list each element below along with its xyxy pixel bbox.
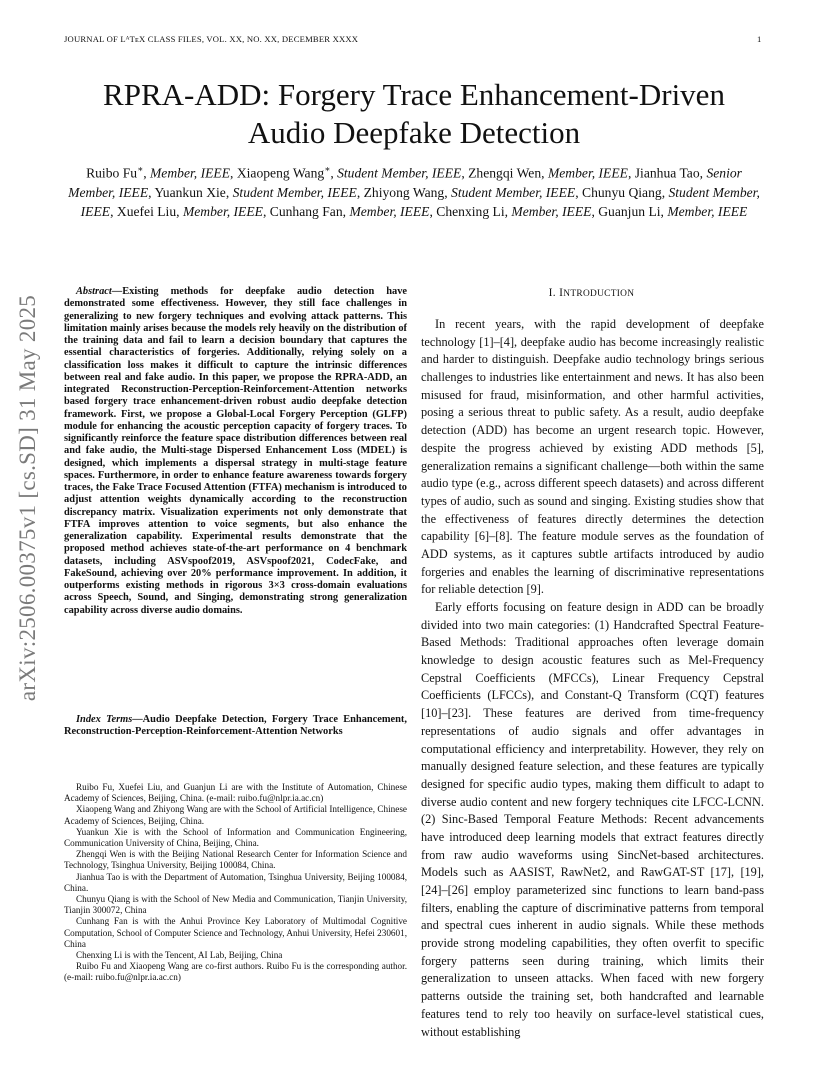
introduction-body	[421, 316, 764, 1041]
footnote: Ruibo Fu, Xuefei Liu, and Guanjun Li are with the Institute of Automation, Chinese Academy of Sciences, Beijing, China. (e-mail: ruibo.fu@nlpr.ia.ac.cn)	[64, 782, 407, 804]
index-terms-label: Index Terms	[76, 714, 133, 725]
abstract-label: Abstract	[76, 286, 112, 297]
author-role: Member, IEEE	[149, 165, 231, 181]
author-role: Student Member, IEEE	[451, 184, 576, 200]
arxiv-identifier: arXiv:2506.00375v1 [cs.SD] 31 May 2025	[15, 294, 40, 702]
author-role: Student Member, IEEE	[337, 165, 462, 181]
author-name: Jianhua Tao	[634, 165, 700, 181]
author-role: Member, IEEE	[667, 203, 748, 219]
author-name: Xiaopeng Wang	[236, 165, 325, 181]
paragraph: In recent years, with the rapid development of deepfake technology [1]–[4], deepfake audio has become increasingly realistic and harder to distinguish. Deepfake audio technology brings serious challenges to industries like entertainment and news. It has also been misused for fraud, misinformation, and other harmful activities, posing a serious threat to public safety. As a result, audio deepfake detection (ADD) has become an urgent research topic. However, despite the progress achieved by existing ADD methods [5], generalization remains a significant challenge—both within the same audio type (e.g., across different speech datasets) and across different types of audio, such as sound and singing. Existing studies show that the effectiveness of features directly determines the detection capability [6]–[8]. The feature module serves as the foundation of ADD systems, as it captures subtle artifacts introduced by audio forgeries and enables the learning of discriminative representations for reliable detection [9].	[421, 317, 764, 597]
footnote: Chenxing Li is with the Tencent, AI Lab, Beijing, China	[76, 950, 283, 961]
abstract-text: —Existing methods for deepfake audio detection have demonstrated some effectiveness. However, they still face challenges in generalizing to new forgery techniques and evolving attack patterns. This limitation mainly arises because the models rely heavily on the distribution of the training data and fail to learn a decision boundary that captures the essential characteristics of forgeries. Additionally, relying solely on a classification loss makes it difficult to capture the intrinsic differences between real and fake audio. In this paper, we propose the RPRA-ADD, an integrated Reconstruction-Perception-Reinforcement-Attention networks based forgery trace enhancement-driven robust audio deepfake detection framework. First, we propose a Global-Local Forgery Perception (GLFP) module for enhancing the acoustic perception capacity of forgery traces. To significantly reinforce the feature space distribution differences between real and fake audio, the Multi-stage Dispersed Enhancement Loss (MDEL) is designed, which implements a dispersal strategy in multi-stage feature spaces. Furthermore, in order to enhance feature awareness towards forgery traces, the Fake Trace Focused Attention (FTFA) mechanism is introduced to adjust attention weights dynamically according to the reconstruction discrepancy matrix. Visualization experiments not only demonstrate that FTFA improves attention to voice segments, but also enhance the generalization capability. Experimental results demonstrate that the proposed method achieves state-of-the-art performance on 4 benchmark datasets, including ASVspoof2019, ASVspoof2021, CodecFake, and FakeSound, achieving over 20% performance improvement. In addition, it outperforms existing methods in rigorous 3×3 cross-domain evaluations across Speech, Sound, and Singing, demonstrating strong generalization capability across diverse audio domains.	[64, 286, 407, 616]
arxiv-stamp	[10, 294, 46, 702]
page-number: 1	[757, 34, 762, 44]
co-first-author-mark: ∗	[137, 164, 144, 174]
section-title-initial: I	[559, 287, 564, 299]
author-role: Student Member, IEEE	[80, 184, 760, 219]
title-line-2: Audio Deepfake Detection	[247, 115, 581, 150]
index-terms	[64, 714, 407, 739]
footnote: Jianhua Tao is with the Department of Automation, Tsinghua University, Beijing 100084, China.	[64, 871, 407, 893]
author-role: Student Member, IEEE	[232, 184, 357, 200]
author-name: Xuefei Liu	[116, 203, 177, 219]
author-name: Chenxing Li	[436, 203, 505, 219]
paragraph: Early efforts focusing on feature design in ADD can be broadly divided into two main categories: (1) Handcrafted Spectral Feature-Based Methods: Traditional approaches often leverage domain knowledge to design acoustic features such as Mel-Frequency Cepstral Coefficients (MFCCs), Linear Frequency Cepstral Coefficients (LFCCs), and Constant-Q Transform (CQT) features [10]–[23]. These features are derived from time-frequency representations of audio signals and offer advantages in computational efficiency and interpretability. However, they rely on manually designed feature selection, and these features are typically designed for specific audio types, making them difficult to adapt to diverse audio content and new forgery techniques cite LFCC-LCNN. (2) Sinc-Based Temporal Feature Methods: Recent advancements have introduced deep learning models that extract features directly from raw audio waveforms using SincNet-based architectures. Models such as AASIST, RawNet2, and RawGAT-ST [17], [19], [24]–[26] employ parameterized sinc functions to learn band-pass filters, enabling the capture of discriminative patterns from temporal and spectral cues inherent in audio signals. While these methods provide strong modeling capabilities, they often overfit to specific forgery patterns seen during training, which limits their generalization to unseen attacks. When faced with new forgery patterns outside the training set, both handcrafted and learnable features tend to rely too heavily on surface-level statistical cues, without establishing	[421, 600, 764, 1039]
author-name: Zhengqi Wen	[468, 165, 542, 181]
abstract	[64, 286, 407, 617]
author-role: Member, IEEE	[182, 203, 263, 219]
author-name: Cunhang Fan	[269, 203, 343, 219]
author-name: Yuankun Xie	[154, 184, 226, 200]
author-role: Senior Member, IEEE	[68, 165, 742, 200]
author-role: Member, IEEE	[547, 165, 628, 181]
footnote: Xiaopeng Wang and Zhiyong Wang are with the School of Artificial Intelligence, Chinese Academy of Sciences, Beijing, China.	[64, 804, 407, 826]
running-header: JOURNAL OF LᴬTᴇX CLASS FILES, VOL. XX, NO. XX, DECEMBER XXXX	[64, 34, 359, 44]
footnote: Cunhang Fan is with the Anhui Province Key Laboratory of Multimodal Cognitive Computation, School of Computer Science and Technology, Anhui University, Hefei 230601, China	[64, 916, 407, 949]
paper-title	[60, 76, 768, 152]
title-line-1: RPRA-ADD: Forgery Trace Enhancement-Driven	[103, 77, 725, 112]
author-affiliations	[64, 782, 407, 984]
index-terms-text: —Audio Deepfake Detection, Forgery Trace Enhancement, Reconstruction-Perception-Reinforcement-Attention Networks	[64, 714, 407, 738]
footnote: Ruibo Fu and Xiaopeng Wang are co-first authors. Ruibo Fu is the corresponding author. (e-mail: ruibo.fu@nlpr.ia.ac.cn)	[64, 961, 407, 983]
author-role: Member, IEEE	[349, 203, 430, 219]
footnote: Yuankun Xie is with the School of Information and Communication Engineering, Communication University of China, Beijing, China.	[64, 826, 407, 849]
author-role: Member, IEEE	[511, 203, 592, 219]
section-heading	[420, 287, 763, 299]
section-title-rest: NTRODUCTION	[563, 289, 635, 299]
author-name: Zhiyong Wang	[363, 184, 445, 200]
author-name: Ruibo Fu	[86, 165, 138, 181]
section-number: I.	[548, 287, 560, 299]
footnote: Chunyu Qiang is with the School of New Media and Communication, Tianjin University, Tianjin 300072, China	[64, 894, 407, 916]
author-name: Guanjun Li	[598, 203, 661, 219]
author-list: Ruibo Fu∗, Member, IEEE, Xiaopeng Wang∗, Student Member, IEEE, Zhengqi Wen, Member, IEEE, Jianhua Tao, Senior Member, IEEE, Yuankun Xie, Student Member, IEEE, Zhiyong Wang, Student Member, IEEE, Chunyu Qiang, Student Member, IEEE, Xuefei Liu, Member, IEEE, Cunhang Fan, Member, IEEE, Chenxing Li, Member, IEEE, Guanjun Li, Member, IEEE	[68, 164, 760, 219]
author-name: Chunyu Qiang	[582, 184, 662, 200]
footnote: Zhengqi Wen is with the Beijing National Research Center for Information Science and Technology, Tsinghua University, Beijing 100084, China.	[64, 849, 407, 871]
co-first-author-mark: ∗	[324, 164, 331, 174]
